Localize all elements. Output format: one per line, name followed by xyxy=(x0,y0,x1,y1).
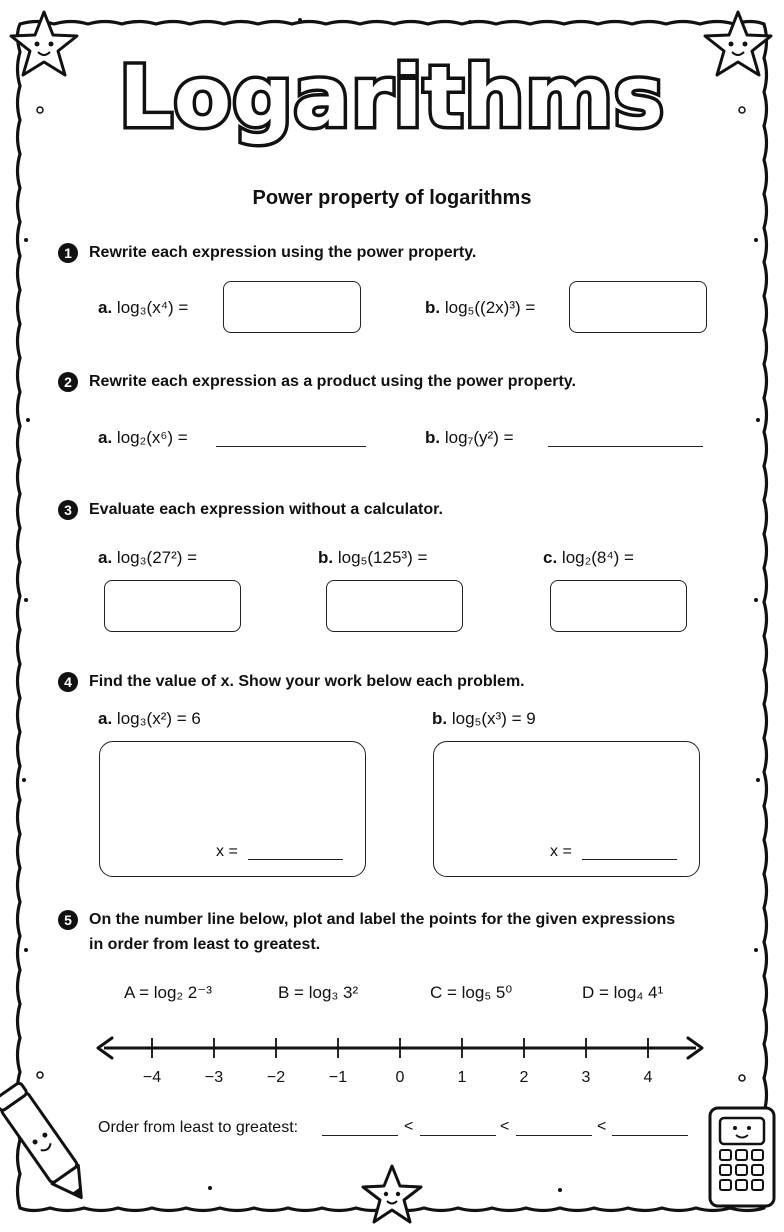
q2a-expression xyxy=(98,428,188,448)
page-subtitle: Power property of logarithms xyxy=(252,187,532,209)
question-number-5: 5 xyxy=(58,910,78,930)
q3b-label: b. xyxy=(318,548,334,567)
q4a-label: a. xyxy=(98,709,113,728)
order-blank-3[interactable] xyxy=(516,1135,592,1136)
q2b-expr: log₇(y²) = xyxy=(444,428,514,447)
tick-label: 0 xyxy=(395,1069,405,1086)
number-line[interactable] xyxy=(90,1030,710,1066)
q2b-answer-line[interactable] xyxy=(548,446,703,447)
q4b-answer-label: x = xyxy=(550,843,572,860)
q1a-expression xyxy=(98,298,188,318)
q3a-expr: log₃(27²) = xyxy=(116,548,198,567)
question-number-2: 2 xyxy=(58,372,78,392)
q3c-expression xyxy=(543,548,634,568)
q1a-answer-box[interactable] xyxy=(223,281,361,333)
q2b-label: b. xyxy=(425,428,441,447)
question-2-instruction: Rewrite each expression as a product using the power property. xyxy=(89,373,576,390)
less-than-1: < xyxy=(404,1118,414,1135)
tick-label: −3 xyxy=(204,1069,224,1086)
q4b-label: b. xyxy=(432,709,448,728)
q1a-label: a. xyxy=(98,298,113,317)
question-3-instruction: Evaluate each expression without a calculator. xyxy=(89,501,443,518)
question-4-instruction: Find the value of x. Show your work below each problem. xyxy=(89,673,525,690)
point-d-expression: D = log₄ 4¹ xyxy=(582,983,664,1002)
question-number-1: 1 xyxy=(58,243,78,263)
q4a-work-area[interactable] xyxy=(99,741,366,877)
q4b-expr: log₅(x³) = 9 xyxy=(451,709,536,728)
q1b-expr: log₅((2x)³) = xyxy=(444,298,536,317)
order-blank-1[interactable] xyxy=(322,1135,398,1136)
less-than-2: < xyxy=(500,1118,510,1135)
q2b-expression xyxy=(425,428,514,448)
q3b-expression xyxy=(318,548,427,568)
question-5-instruction-line2: in order from least to greatest. xyxy=(89,936,321,953)
q1b-label: b. xyxy=(425,298,441,317)
q4a-expression xyxy=(98,709,201,729)
tick-label: −2 xyxy=(266,1069,286,1086)
order-label: Order from least to greatest: xyxy=(98,1119,299,1136)
question-number-3: 3 xyxy=(58,500,78,520)
tick-label: 4 xyxy=(643,1069,653,1086)
q1b-expression xyxy=(425,298,535,318)
q3c-answer-box[interactable] xyxy=(550,580,687,632)
question-number-4: 4 xyxy=(58,672,78,692)
q3a-label: a. xyxy=(98,548,113,567)
q3c-label: c. xyxy=(543,548,558,567)
q4b-expression xyxy=(432,709,536,729)
tick-label: −4 xyxy=(142,1069,162,1086)
page-title: Logarithms xyxy=(119,48,665,146)
question-1-instruction: Rewrite each expression using the power property. xyxy=(89,244,477,261)
order-blank-4[interactable] xyxy=(612,1135,688,1136)
q4a-expr: log₃(x²) = 6 xyxy=(116,709,201,728)
tick-label: 1 xyxy=(457,1069,467,1086)
pencil-icon xyxy=(0,1082,94,1207)
q3a-expression xyxy=(98,548,197,568)
q4b-answer-line[interactable] xyxy=(582,859,677,860)
tick-label: 2 xyxy=(519,1069,529,1086)
q4a-answer-line[interactable] xyxy=(248,859,343,860)
q2a-expr: log₂(x⁶) = xyxy=(116,428,188,447)
q3b-answer-box[interactable] xyxy=(326,580,463,632)
q3b-expr: log₅(125³) = xyxy=(337,548,428,567)
point-b-expression: B = log₃ 3² xyxy=(278,983,359,1002)
tick-label: 3 xyxy=(581,1069,591,1086)
q3a-answer-box[interactable] xyxy=(104,580,241,632)
question-5-instruction-line1: On the number line below, plot and label the points for the given expressions xyxy=(89,911,676,928)
q4a-answer-label: x = xyxy=(216,843,238,860)
tick-label: −1 xyxy=(328,1069,348,1086)
q2a-label: a. xyxy=(98,428,113,447)
star-icon xyxy=(363,1166,421,1222)
point-a-expression: A = log₂ 2⁻³ xyxy=(124,983,212,1002)
q2a-answer-line[interactable] xyxy=(216,446,366,447)
q1b-answer-box[interactable] xyxy=(569,281,707,333)
less-than-3: < xyxy=(597,1118,607,1135)
q3c-expr: log₂(8⁴) = xyxy=(561,548,634,567)
q1a-expr: log₃(x⁴) = xyxy=(116,298,189,317)
order-blank-2[interactable] xyxy=(420,1135,496,1136)
calculator-icon xyxy=(710,1108,774,1206)
point-c-expression: C = log₅ 5⁰ xyxy=(430,983,513,1002)
q4b-work-area[interactable] xyxy=(433,741,700,877)
